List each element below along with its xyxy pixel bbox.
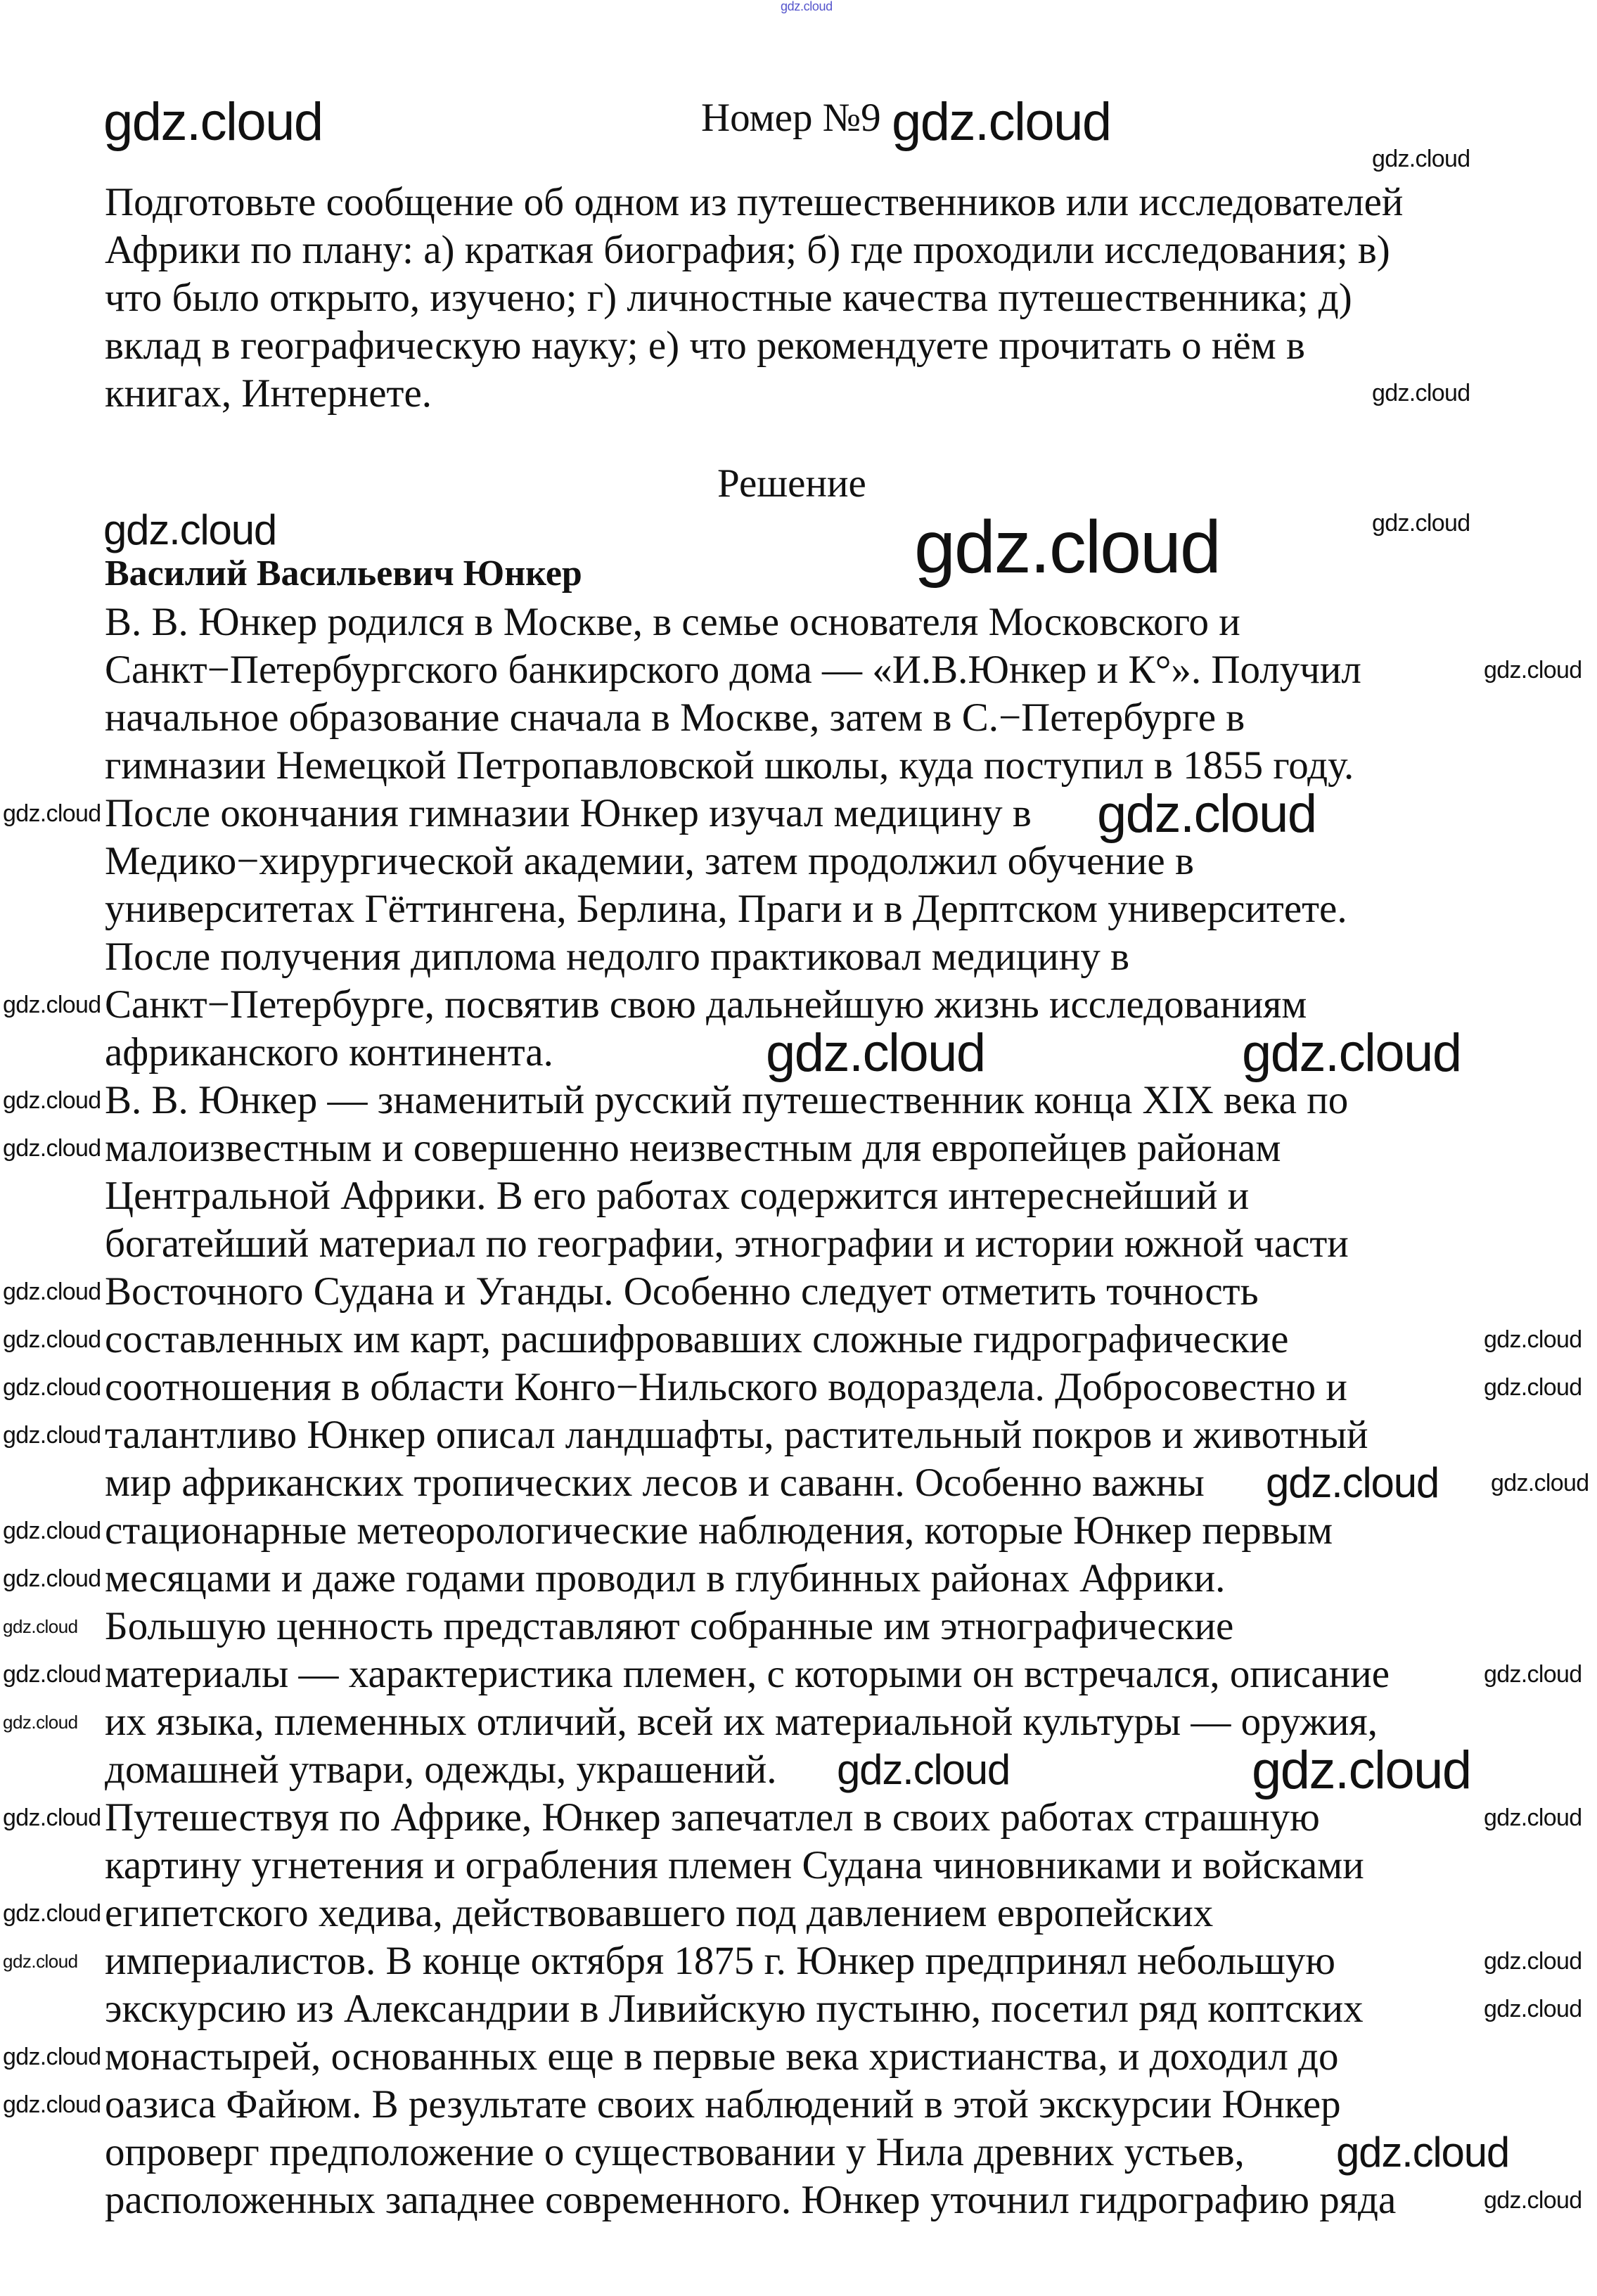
watermark: gdz.cloud	[1242, 1023, 1461, 1083]
watermark: gdz.cloud	[3, 1326, 101, 1353]
watermark: gdz.cloud	[1484, 1374, 1582, 1401]
text-line: домашней утвари, одежды, украшений.	[105, 1747, 777, 1792]
text-line: месяцами и даже годами проводил в глубинных районах Африки.	[105, 1556, 1226, 1601]
text-line: После окончания гимназии Юнкер изучал медицину в	[105, 791, 1032, 835]
watermark: gdz.cloud	[1484, 1996, 1582, 2022]
watermark: gdz.cloud	[3, 1900, 101, 1927]
watermark: gdz.cloud	[3, 1422, 101, 1449]
watermark: gdz.cloud	[3, 2044, 101, 2070]
watermark: gdz.cloud	[3, 2091, 101, 2118]
text-line: Санкт−Петербургского банкирского дома — «И.В.Юнкер и К°». Получил	[105, 648, 1361, 692]
text-line: Восточного Судана и Уганды. Особенно следует отметить точность	[105, 1269, 1259, 1314]
traveler-name: Василий Васильевич Юнкер	[105, 553, 582, 594]
text-line: оазиса Файюм. В результате своих наблюдений в этой экскурсии Юнкер	[105, 2082, 1341, 2127]
watermark: gdz.cloud	[1484, 2187, 1582, 2214]
watermark: gdz.cloud	[3, 1951, 78, 1972]
watermark: gdz.cloud	[1372, 510, 1470, 537]
text-line: малоизвестным и совершенно неизвестным для европейцев районам	[105, 1126, 1281, 1170]
text-line: экскурсию из Александрии в Ливийскую пустыню, посетил ряд коптских	[105, 1987, 1364, 2031]
text-line: Путешествуя по Африке, Юнкер запечатлел в своих работах страшную	[105, 1795, 1320, 1840]
watermark: gdz.cloud	[1372, 146, 1470, 172]
watermark: gdz.cloud	[3, 800, 101, 827]
watermark: gdz.cloud	[892, 92, 1111, 152]
task-line: Подготовьте сообщение об одном из путешественников или исследователей	[105, 180, 1404, 224]
text-line: мир африканских тропических лесов и саванн. Особенно важны	[105, 1461, 1205, 1505]
watermark: gdz.cloud	[1491, 1470, 1589, 1496]
text-line: После получения диплома недолго практиковал медицину в	[105, 935, 1129, 979]
watermark: gdz.cloud	[3, 1087, 101, 1114]
text-line: картину угнетения и ограбления племен Судана чиновниками и войсками	[105, 1843, 1364, 1887]
task-line: вклад в географическую науку; е) что рекомендуете прочитать о нём в	[105, 323, 1305, 368]
watermark: gdz.cloud	[3, 1374, 101, 1401]
text-line: материалы — характеристика племен, с которыми он встречался, описание	[105, 1652, 1390, 1696]
text-line: В. В. Юнкер — знаменитый русский путешественник конца XIX века по	[105, 1078, 1349, 1122]
watermark: gdz.cloud	[3, 1616, 78, 1637]
watermark: gdz.cloud	[766, 1023, 985, 1083]
watermark: gdz.cloud	[3, 1804, 101, 1831]
text-line: африканского континента.	[105, 1030, 553, 1075]
watermark: gdz.cloud	[1097, 784, 1316, 844]
text-line: Центральной Африки. В его работах содержится интереснейший и	[105, 1174, 1250, 1218]
watermark: gdz.cloud	[1252, 1740, 1471, 1800]
watermark: gdz.cloud	[103, 92, 323, 152]
watermark: gdz.cloud	[1266, 1459, 1439, 1506]
watermark: gdz.cloud	[3, 1278, 101, 1305]
watermark: gdz.cloud	[3, 1135, 101, 1162]
text-line: Медико−хирургической академии, затем продолжил обучение в	[105, 839, 1194, 883]
watermark: gdz.cloud	[3, 1565, 101, 1592]
watermark: gdz.cloud	[1484, 1804, 1582, 1831]
text-line: богатейший материал по географии, этнографии и истории южной части	[105, 1221, 1349, 1266]
watermark: gdz.cloud	[837, 1746, 1011, 1793]
watermark: gdz.cloud	[1372, 380, 1470, 406]
text-line: Большую ценность представляют собранные им этнографические	[105, 1604, 1234, 1648]
text-line: начальное образование сначала в Москве, затем в С.−Петербурге в	[105, 695, 1245, 740]
watermark: gdz.cloud	[1484, 1661, 1582, 1688]
text-line: гимназии Немецкой Петропавловской школы, куда поступил в 1855 году.	[105, 743, 1354, 788]
text-line: В. В. Юнкер родился в Москве, в семье основателя Московского и	[105, 600, 1240, 644]
solution-heading: Решение	[717, 461, 866, 506]
text-line: монастырей, основанных еще в первые века христианства, и доходил до	[105, 2034, 1339, 2079]
text-line: университетах Гёттингена, Берлина, Праги и в Дерптском университете.	[105, 887, 1347, 931]
watermark: gdz.cloud	[1336, 2129, 1510, 2176]
text-line: соотношения в области Конго−Нильского водораздела. Добросовестно и	[105, 1365, 1347, 1409]
task-text	[105, 179, 1403, 418]
text-line: расположенных западнее современного. Юнкер уточнил гидрографию ряда	[105, 2178, 1397, 2222]
text-line: стационарные метеорологические наблюдения, которые Юнкер первым	[105, 1508, 1333, 1553]
watermark: gdz.cloud	[3, 1661, 101, 1688]
text-line: их языка, племенных отличий, всей их материальной культуры — оружия,	[105, 1700, 1378, 1744]
text-line: Санкт−Петербурге, посвятив свою дальнейшую жизнь исследованиям	[105, 982, 1307, 1027]
watermark: gdz.cloud	[3, 1712, 78, 1733]
task-line: что было открыто, изучено; г) личностные качества путешественника; д)	[105, 276, 1352, 320]
watermark: gdz.cloud	[3, 1518, 101, 1544]
text-line: египетского хедива, действовавшего под давлением европейских	[105, 1891, 1214, 1935]
watermark: gdz.cloud	[103, 506, 277, 553]
watermark: gdz.cloud	[781, 0, 833, 13]
task-line: книгах, Интернете.	[105, 371, 432, 416]
watermark: gdz.cloud	[1484, 1326, 1582, 1353]
text-line: империалистов. В конце октября 1875 г. Юнкер предпринял небольшую	[105, 1939, 1335, 1983]
watermark: gdz.cloud	[914, 506, 1220, 589]
text-line: талантливо Юнкер описал ландшафты, растительный покров и животный	[105, 1413, 1368, 1457]
task-line: Африки по плану: а) краткая биография; б) где проходили исследования; в)	[105, 228, 1390, 272]
watermark: gdz.cloud	[1484, 1948, 1582, 1975]
watermark: gdz.cloud	[3, 992, 101, 1018]
page-title: Номер №9	[701, 96, 881, 140]
watermark: gdz.cloud	[1484, 657, 1582, 684]
text-line: составленных им карт, расшифровавших сложные гидрографические	[105, 1317, 1289, 1361]
text-line: опроверг предположение о существовании у Нила древних устьев,	[105, 2130, 1245, 2174]
